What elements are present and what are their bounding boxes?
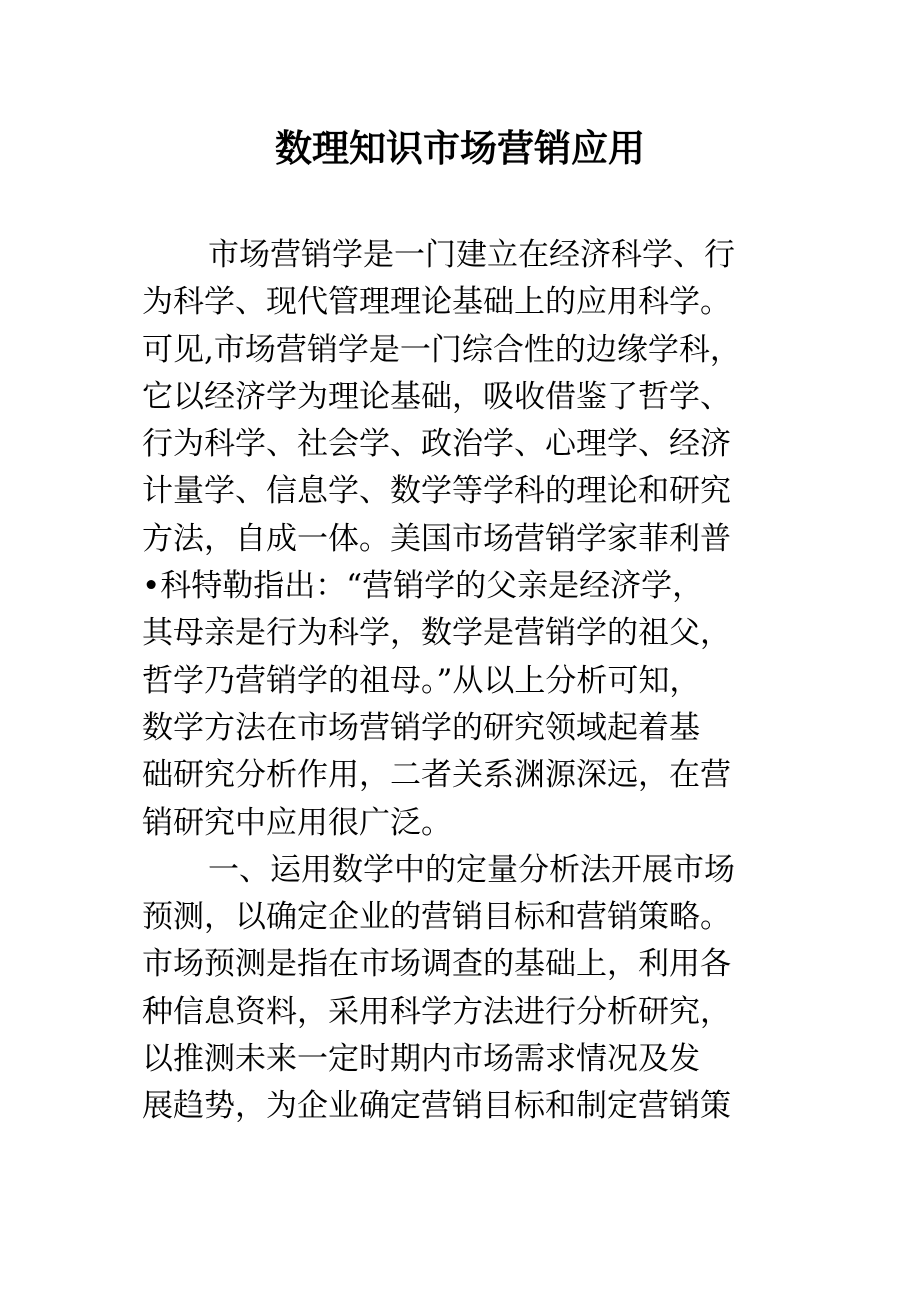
- text-line: 种信息资料，采用科学方法进行分析研究，: [142, 993, 731, 1030]
- text-line: 可见,市场营销学是一门综合性的边缘学科，: [142, 331, 741, 368]
- document-body: [142, 232, 822, 1131]
- text-line: 一、运用数学中的定量分析法开展市场: [208, 851, 735, 888]
- text-line: 行为科学、社会学、政治学、心理学、经济: [142, 426, 731, 463]
- text-line: 销研究中应用很广泛。: [142, 804, 452, 841]
- text-line: 为科学、现代管理理论基础上的应用科学。: [142, 284, 731, 321]
- text-line: 哲学乃营销学的祖母。”从以上分析可知，: [142, 662, 701, 699]
- text-line: 础研究分析作用，二者关系渊源深远，在营: [142, 757, 731, 794]
- text-line: 计量学、信息学、数学等学科的理论和研究: [142, 473, 731, 510]
- text-line: •科特勒指出：“营销学的父亲是经济学，: [142, 568, 704, 605]
- text-line: 其母亲是行为科学，数学是营销学的祖父，: [142, 615, 731, 652]
- document-title: 数理知识市场营销应用: [275, 126, 645, 170]
- text-line: 展趋势，为企业确定营销目标和制定营销策: [142, 1088, 731, 1125]
- text-line: 预测，以确定企业的营销目标和营销策略。: [142, 899, 731, 936]
- text-line: 市场预测是指在市场调查的基础上，利用各: [142, 946, 731, 983]
- text-line: 数学方法在市场营销学的研究领域起着基: [142, 709, 700, 746]
- text-line: 方法，自成一体。美国市场营销学家菲利普: [142, 520, 731, 557]
- text-line: 它以经济学为理论基础，吸收借鉴了哲学、: [142, 378, 731, 415]
- text-line: 以推测未来一定时期内市场需求情况及发: [142, 1041, 700, 1078]
- text-line: 市场营销学是一门建立在经济科学、行: [208, 237, 735, 273]
